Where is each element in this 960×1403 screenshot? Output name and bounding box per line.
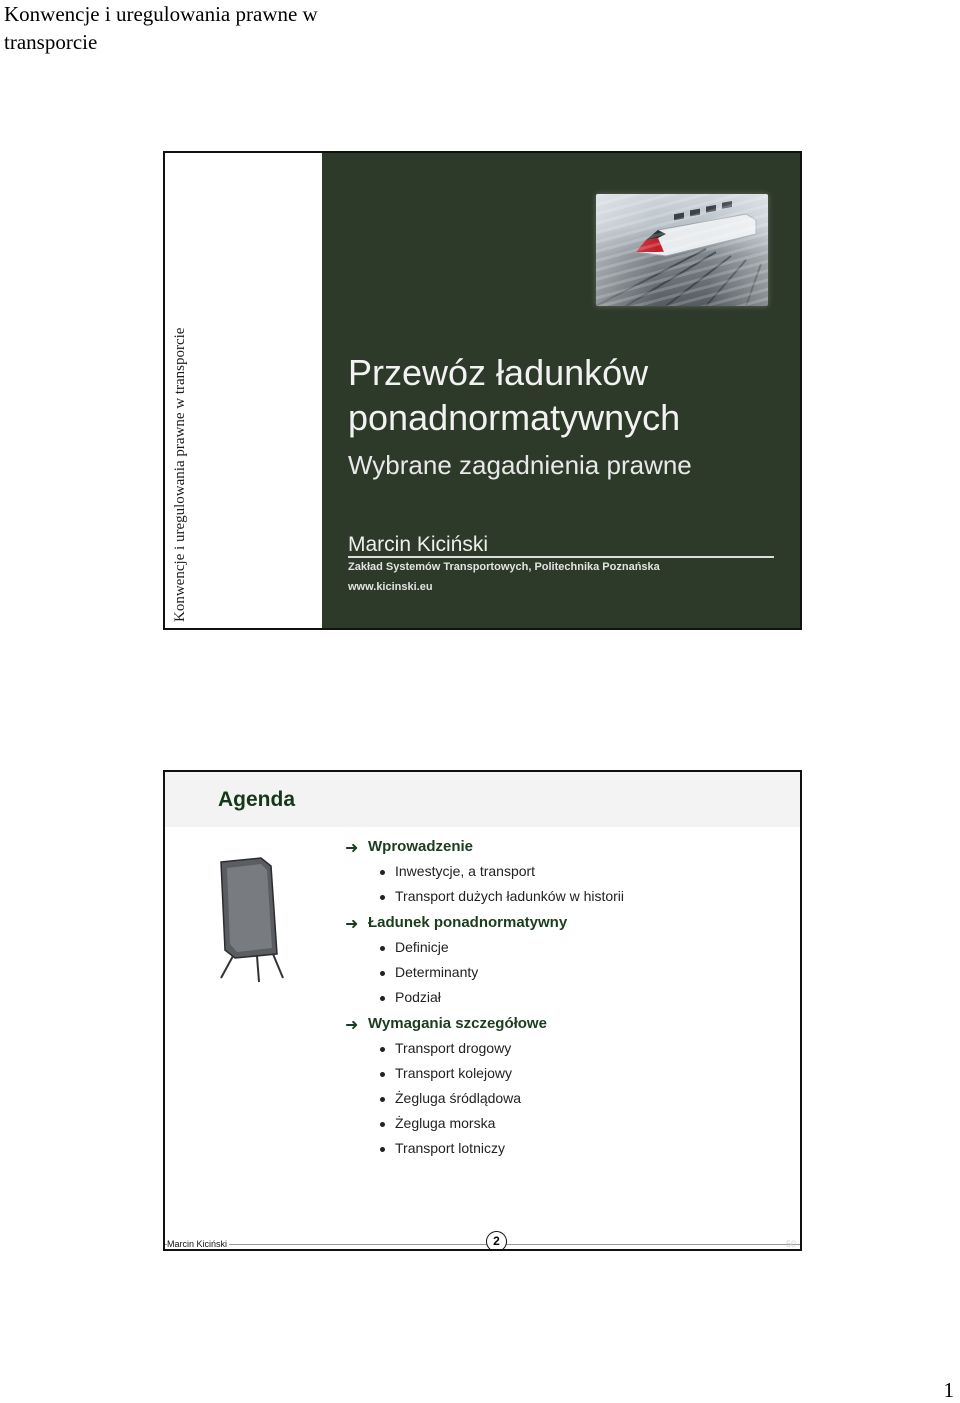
bullet-icon (380, 1122, 385, 1127)
agenda-item (345, 885, 785, 910)
agenda-title: Agenda (218, 788, 296, 811)
footer-right-text: 50 (785, 1239, 796, 1249)
agenda-item (345, 986, 785, 1011)
agenda-item (345, 1137, 785, 1162)
section-label: Wprowadzenie (368, 838, 474, 855)
train-photo (596, 194, 768, 306)
agenda-section (345, 912, 785, 936)
page-number: 1 (943, 1378, 954, 1402)
footer-rule (165, 1244, 800, 1245)
item-label: Determinanty (395, 964, 479, 980)
bullet-icon (380, 895, 385, 900)
slide-title: Przewóz ładunków ponadnormatywnych (348, 352, 681, 438)
vertical-title (167, 322, 191, 622)
bullet-icon (380, 946, 385, 951)
agenda-item (345, 1037, 785, 1062)
slide2-footer (165, 1234, 800, 1249)
slide2-header (165, 772, 800, 827)
arrow-icon: ➜ (345, 916, 359, 933)
agenda-item (345, 860, 785, 885)
agenda-item (345, 1062, 785, 1087)
agenda-item (345, 1112, 785, 1137)
author-divider (348, 556, 774, 558)
item-label: Podział (395, 989, 441, 1005)
bullet-icon (380, 870, 385, 875)
bullet-icon (380, 996, 385, 1001)
arrow-icon: ➜ (345, 1017, 359, 1034)
item-label: Transport lotniczy (395, 1140, 505, 1156)
bullet-icon (380, 1097, 385, 1102)
agenda-item (345, 1087, 785, 1112)
item-label: Transport dużych ładunków w historii (395, 888, 625, 904)
flipchart-icon (217, 854, 287, 984)
slide-number: 2 (486, 1231, 507, 1251)
agenda-section (345, 836, 785, 860)
section-label: Wymagania szczegółowe (368, 1015, 547, 1032)
agenda-item (345, 961, 785, 986)
item-label: Transport kolejowy (395, 1065, 512, 1081)
bullet-icon (380, 1072, 385, 1077)
slide1-dark-panel (322, 153, 800, 628)
item-label: Żegluga morska (395, 1115, 496, 1131)
agenda-slide (163, 770, 802, 1251)
author-name: Marcin Kiciński (348, 533, 489, 556)
title-slide (163, 151, 802, 630)
slide1-left-panel (165, 153, 320, 628)
footer-author: Marcin Kiciński (167, 1239, 228, 1249)
item-label: Żegluga śródlądowa (395, 1090, 522, 1106)
slide-subtitle: Wybrane zagadnienia prawne (348, 450, 692, 480)
vertical-title-text: Konwencje i uregulowania prawne w transporcie (172, 327, 188, 622)
item-label: Transport drogowy (395, 1040, 512, 1056)
page-header: Konwencje i uregulowania prawne w transporcie (4, 2, 318, 54)
item-label: Definicje (395, 939, 449, 955)
bullet-icon (380, 971, 385, 976)
section-label: Ładunek ponadnormatywny (368, 914, 568, 931)
bullet-icon (380, 1047, 385, 1052)
bullet-icon (380, 1147, 385, 1152)
website-link[interactable]: www.kicinski.eu (348, 581, 433, 593)
agenda-section (345, 1013, 785, 1037)
agenda-list (345, 834, 785, 1162)
item-label: Inwestycje, a transport (395, 863, 536, 879)
agenda-item (345, 936, 785, 961)
affiliation: Zakład Systemów Transportowych, Politechnika Poznańska (348, 561, 660, 573)
arrow-icon: ➜ (345, 840, 359, 857)
motion-blur (596, 194, 768, 306)
